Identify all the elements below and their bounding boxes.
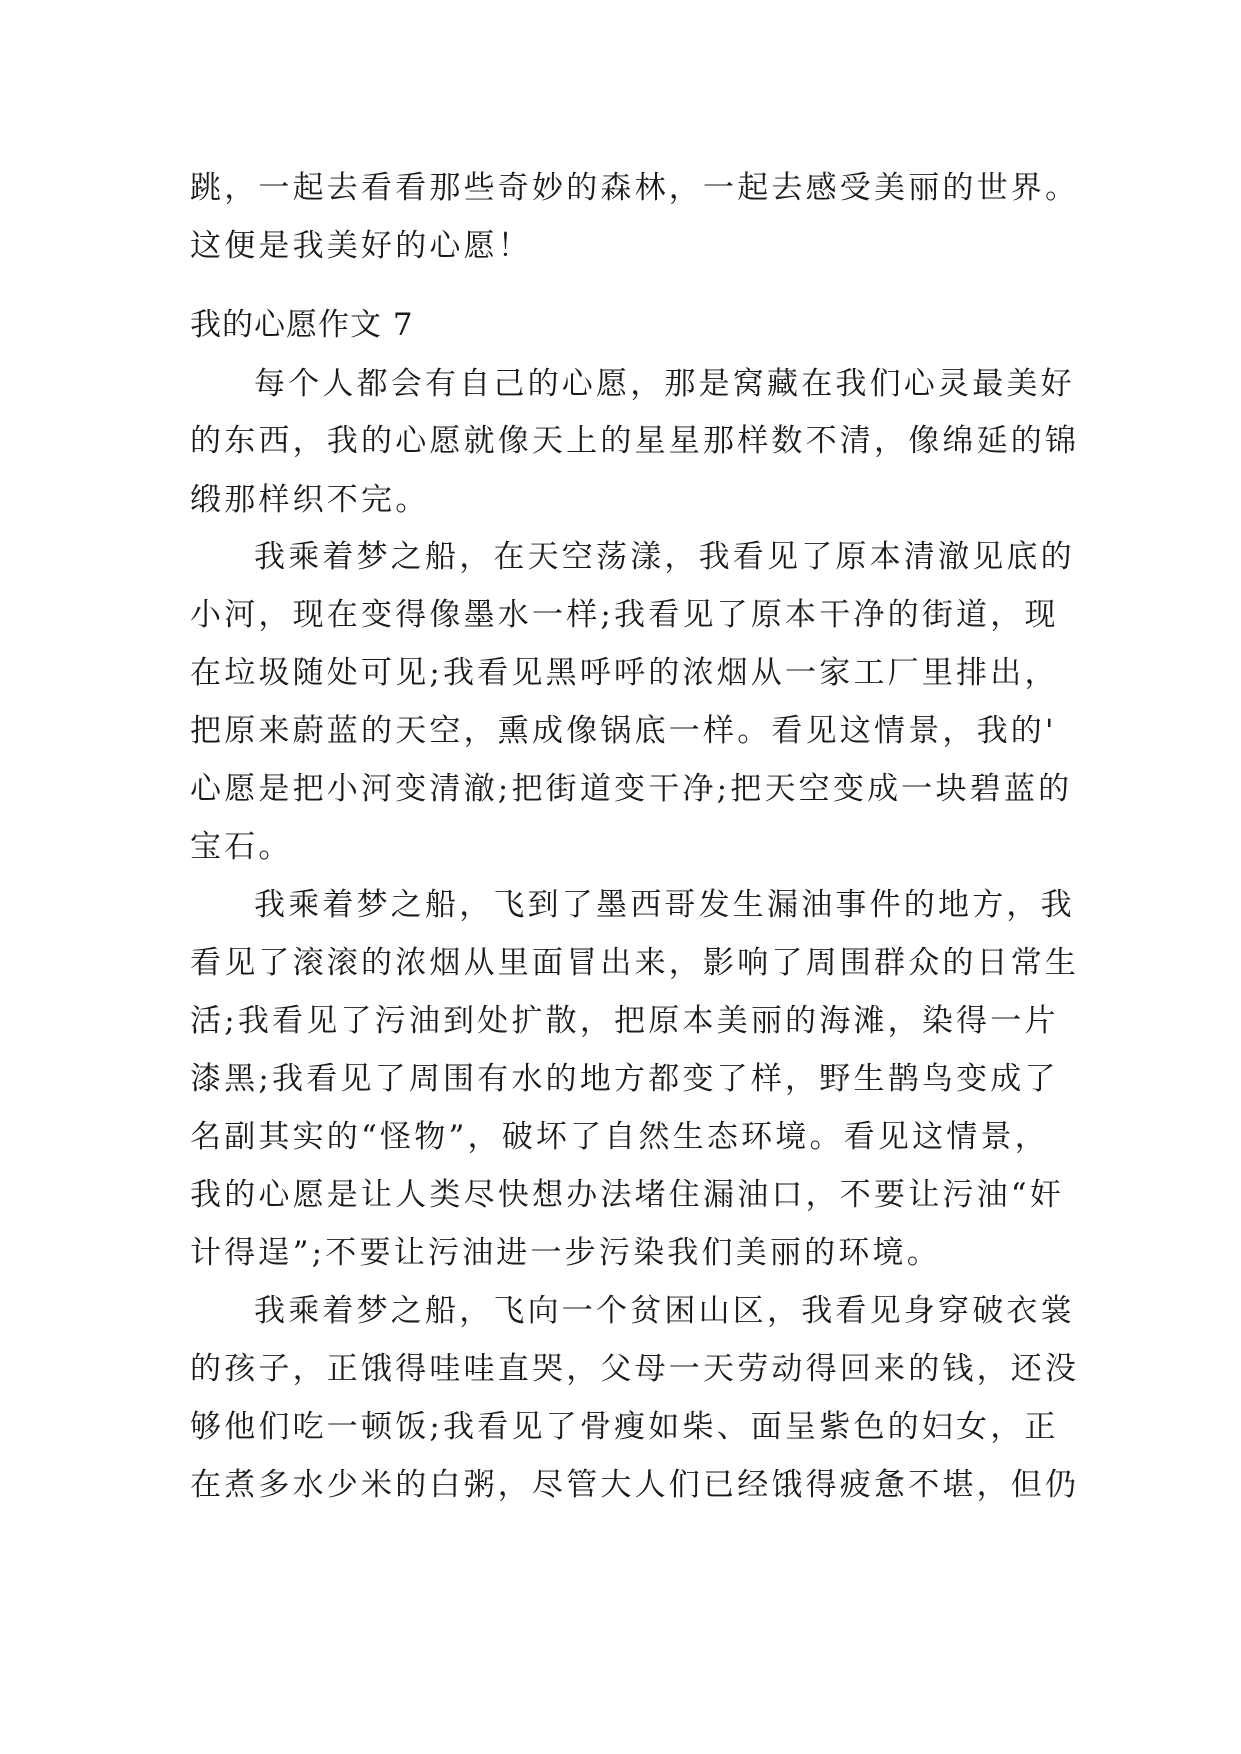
text-line: 在煮多水少米的白粥，尽管大人们已经饿得疲惫不堪，但仍 (190, 1467, 1080, 1503)
text-line: 我乘着梦之船，在天空荡漾，我看见了原本清澈见底的 (254, 539, 1075, 575)
text-line: 我乘着梦之船，飞向一个贫困山区，我看见身穿破衣裳 (254, 1293, 1075, 1329)
text-line: 我乘着梦之船，飞到了墨西哥发生漏油事件的地方，我 (254, 887, 1075, 923)
text-line: 我的心愿是让人类尽快想办法堵住漏油口，不要让污油“奸 (190, 1177, 1065, 1213)
text-line: 漆黑;我看见了周围有水的地方都变了样，野生鹊鸟变成了 (190, 1061, 1059, 1097)
text-line: 小河，现在变得像墨水一样;我看见了原本干净的街道，现 (190, 597, 1059, 633)
text-line: 心愿是把小河变清澈;把街道变干净;把天空变成一块碧蓝的 (190, 771, 1073, 807)
text-line: 跳，一起去看看那些奇妙的森林，一起去感受美丽的世界。 (190, 170, 1080, 206)
text-line: 缎那样织不完。 (190, 482, 430, 518)
text-line: 活;我看见了污油到处扩散，把原本美丽的海滩，染得一片 (190, 1003, 1059, 1039)
text-line: 的东西，我的心愿就像天上的星星那样数不清，像绵延的锦 (190, 423, 1080, 459)
text-line: 每个人都会有自己的心愿，那是窝藏在我们心灵最美好 (254, 366, 1075, 402)
text-line: 在垃圾随处可见;我看见黑呼呼的浓烟从一家工厂里排出， (190, 655, 1059, 691)
text-line: 够他们吃一顿饭;我看见了骨瘦如柴、面呈紫色的妇女，正 (190, 1409, 1059, 1445)
text-line: 把原来蔚蓝的天空，熏成像锅底一样。看见这情景，我的' (190, 713, 1057, 749)
text-line: 计得逞”;不要让污油进一步污染我们美丽的环境。 (190, 1235, 941, 1271)
text-line: 名副其实的“怪物”，破坏了自然生态环境。看见这情景， (190, 1119, 1049, 1155)
text-line: 宝石。 (190, 829, 293, 865)
text-line: 看见了滚滚的浓烟从里面冒出来，影响了周围群众的日常生 (190, 945, 1080, 981)
text-line: 这便是我美好的心愿！ (190, 228, 532, 264)
text-line: 的孩子，正饿得哇哇直哭，父母一天劳动得回来的钱，还没 (190, 1351, 1080, 1387)
section-heading: 我的心愿作文 7 (190, 307, 414, 343)
